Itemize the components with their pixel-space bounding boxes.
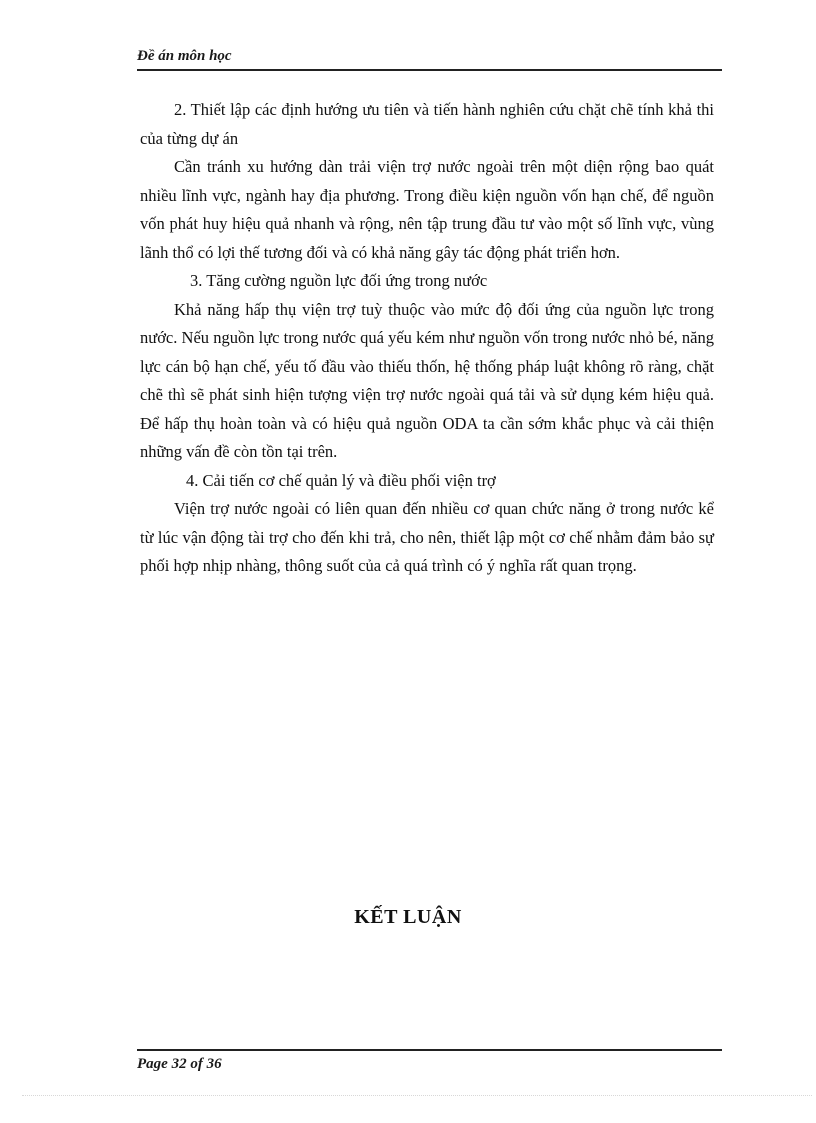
header-divider [137,69,722,71]
paragraph: Viện trợ nước ngoài có liên quan đến nhiều cơ quan chức năng ở trong nước kể từ lúc vận động tài trợ cho đến khi trả, cho nên, thiết lập một cơ chế nhằm đảm bảo sự phối hợp nhịp nhàng, thông suốt của cả quá trình có ý nghĩa rất quan trọng. [140,499,714,575]
paragraph: Cần tránh xu hướng dàn trải viện trợ nước ngoài trên một diện rộng bao quát nhiều lĩnh vực, ngành hay địa phương. Trong điều kiện nguồn vốn hạn chế, để nguồn vốn phát huy hiệu quả nhanh và rộng, nên tập trung đầu tư vào một số lĩnh vực, vùng lãnh thổ có lợi thế tương đối và có khả năng gây tác động phát triển hơn. [140,157,714,262]
footer-divider [137,1049,722,1051]
document-body [140,96,714,581]
page-number: Page 32 of 36 [137,1056,222,1072]
page-edge [22,1095,812,1096]
header-title: Đề án môn học [137,48,232,64]
paragraph: Khả năng hấp thụ viện trợ tuỳ thuộc vào mức độ đối ứng của nguồn lực trong nước. Nếu nguồn lực trong nước quá yếu kém như nguồn vốn trong nước nhỏ bé, năng lực cán bộ hạn chế, yếu tố đầu vào thiếu thốn, hệ thống pháp luật không rõ ràng, chặt chẽ thì sẽ phát sinh hiện tượng viện trợ nước ngoài quá tải và sử dụng kém hiệu quả. Để hấp thụ hoàn toàn và có hiệu quả nguồn ODA ta cần sớm khắc phục và cải thiện những vấn đề còn tồn tại trên. [140,299,714,461]
conclusion-heading: KẾT LUẬN [354,906,462,928]
section-heading-3: 3. Tăng cường nguồn lực đối ứng trong nước [190,271,488,290]
section-heading-4: 4. Cải tiến cơ chế quản lý và điều phối viện trợ [186,470,496,490]
section-heading-2: 2. Thiết lập các định hướng ưu tiên và tiến hành nghiên cứu chặt chẽ tính khả thi của từng dự án [140,100,714,148]
